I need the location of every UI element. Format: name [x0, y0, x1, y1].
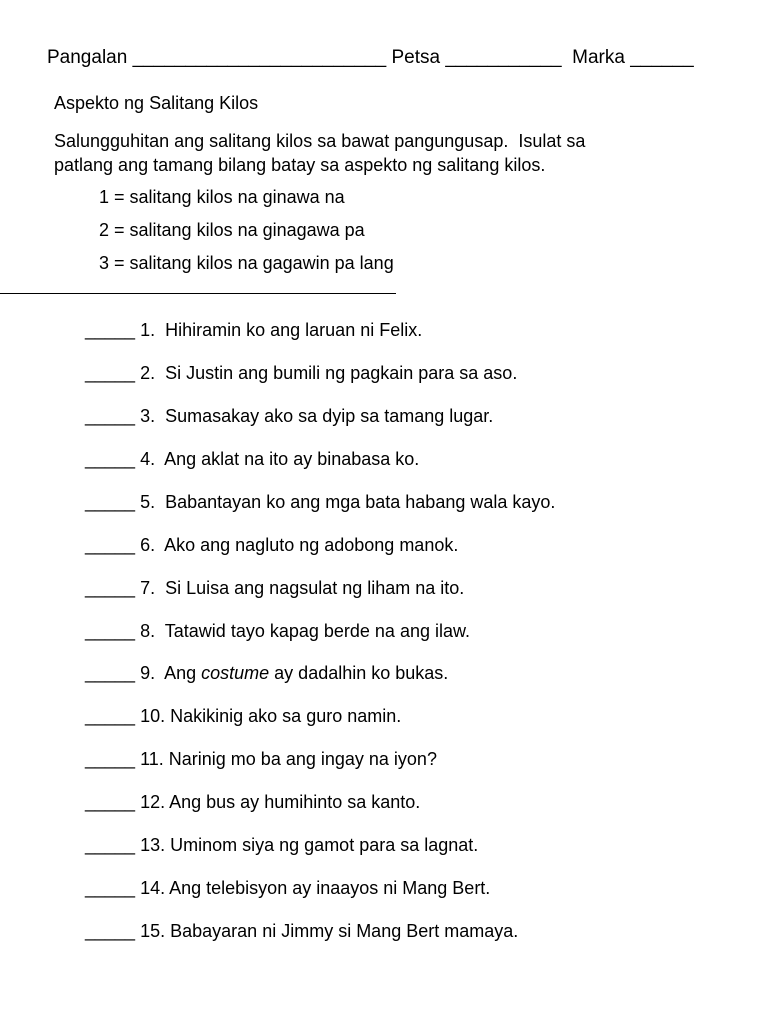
item-sentence: Ako ang nagluto ng adobong manok.	[164, 535, 459, 555]
exercise-item-11	[85, 750, 437, 768]
item-sentence: Hihiramin ko ang laruan ni Felix.	[165, 320, 423, 340]
item-number: 13.	[140, 835, 166, 855]
score-label: Marka	[572, 47, 625, 68]
item-sentence	[164, 663, 448, 683]
answer-blank[interactable]: _____	[85, 363, 136, 383]
item-number: 6.	[140, 535, 156, 555]
exercise-item-2	[85, 364, 517, 382]
exercise-item-13	[85, 836, 478, 854]
exercise-item-7	[85, 579, 464, 597]
item-number: 11.	[140, 749, 164, 769]
exercise-item-10	[85, 707, 401, 725]
date-label: Petsa	[391, 47, 441, 68]
exercise-item-6	[85, 536, 458, 554]
item-number: 9.	[140, 663, 156, 683]
exercise-item-15	[85, 922, 518, 940]
answer-blank[interactable]: _____	[85, 706, 136, 726]
answer-blank[interactable]: _____	[85, 749, 136, 769]
item-sentence: Uminom siya ng gamot para sa lagnat.	[170, 835, 479, 855]
answer-blank[interactable]: _____	[85, 320, 136, 340]
answer-blank[interactable]: _____	[85, 449, 136, 469]
item-number: 2.	[140, 363, 156, 383]
instruction-line-2: patlang ang tamang bilang batay sa aspekto ng salitang kilos.	[54, 155, 546, 175]
item-sentence: Ang bus ay humihinto sa kanto.	[169, 792, 421, 812]
answer-blank[interactable]: _____	[85, 578, 136, 598]
answer-blank[interactable]: _____	[85, 835, 136, 855]
item-sentence: Babayaran ni Jimmy si Mang Bert mamaya.	[170, 921, 519, 941]
date-blank[interactable]: ___________	[445, 47, 562, 68]
item-sentence: Sumasakay ako sa dyip sa tamang lugar.	[165, 406, 494, 426]
legend-item-3: 3 = salitang kilos na gagawin pa lang	[99, 253, 394, 273]
answer-blank[interactable]: _____	[85, 792, 136, 812]
item-sentence: Ang telebisyon ay inaayos ni Mang Bert.	[169, 878, 491, 898]
exercise-item-1	[85, 321, 422, 339]
exercise-item-4	[85, 450, 419, 468]
italic-word: costume	[201, 663, 270, 683]
item-number: 15.	[140, 921, 166, 941]
item-number: 12.	[140, 792, 166, 812]
legend-item-2: 2 = salitang kilos na ginagawa pa	[99, 220, 365, 240]
item-number: 8.	[140, 621, 156, 641]
item-number: 1.	[140, 320, 156, 340]
item-sentence: Ang aklat na ito ay binabasa ko.	[164, 449, 420, 469]
item-sentence: Si Justin ang bumili ng pagkain para sa aso.	[165, 363, 518, 383]
divider-line	[0, 293, 396, 294]
sentence-part: Ang	[164, 663, 202, 683]
instruction-line-1: Salungguhitan ang salitang kilos sa bawat pangungusap. Isulat sa	[54, 131, 586, 151]
item-sentence: Babantayan ko ang mga bata habang wala kayo.	[165, 492, 556, 512]
item-number: 3.	[140, 406, 156, 426]
score-blank[interactable]: ______	[630, 47, 694, 68]
answer-blank[interactable]: _____	[85, 406, 136, 426]
exercise-item-3	[85, 407, 493, 425]
exercise-item-14	[85, 879, 490, 897]
sentence-part: ay dadalhin ko bukas.	[269, 663, 449, 683]
answer-blank[interactable]: _____	[85, 878, 136, 898]
answer-blank[interactable]: _____	[85, 663, 136, 683]
exercise-item-5	[85, 493, 555, 511]
header-line	[47, 48, 694, 67]
item-sentence: Si Luisa ang nagsulat ng liham na ito.	[165, 578, 465, 598]
exercise-item-9	[85, 664, 448, 682]
item-number: 7.	[140, 578, 156, 598]
answer-blank[interactable]: _____	[85, 621, 136, 641]
item-number: 10.	[140, 706, 166, 726]
exercise-item-12	[85, 793, 420, 811]
answer-blank[interactable]: _____	[85, 921, 136, 941]
answer-blank[interactable]: _____	[85, 535, 136, 555]
item-number: 5.	[140, 492, 156, 512]
item-sentence: Narinig mo ba ang ingay na iyon?	[168, 749, 437, 769]
legend-item-1: 1 = salitang kilos na ginawa na	[99, 187, 345, 207]
item-number: 14.	[140, 878, 166, 898]
item-sentence: Nakikinig ako sa guro namin.	[170, 706, 402, 726]
name-blank[interactable]: ________________________	[132, 47, 387, 68]
item-sentence: Tatawid tayo kapag berde na ang ilaw.	[164, 621, 470, 641]
worksheet-title: Aspekto ng Salitang Kilos	[54, 93, 259, 113]
exercise-item-8	[85, 622, 470, 640]
name-label: Pangalan	[47, 47, 128, 68]
answer-blank[interactable]: _____	[85, 492, 136, 512]
item-number: 4.	[140, 449, 156, 469]
